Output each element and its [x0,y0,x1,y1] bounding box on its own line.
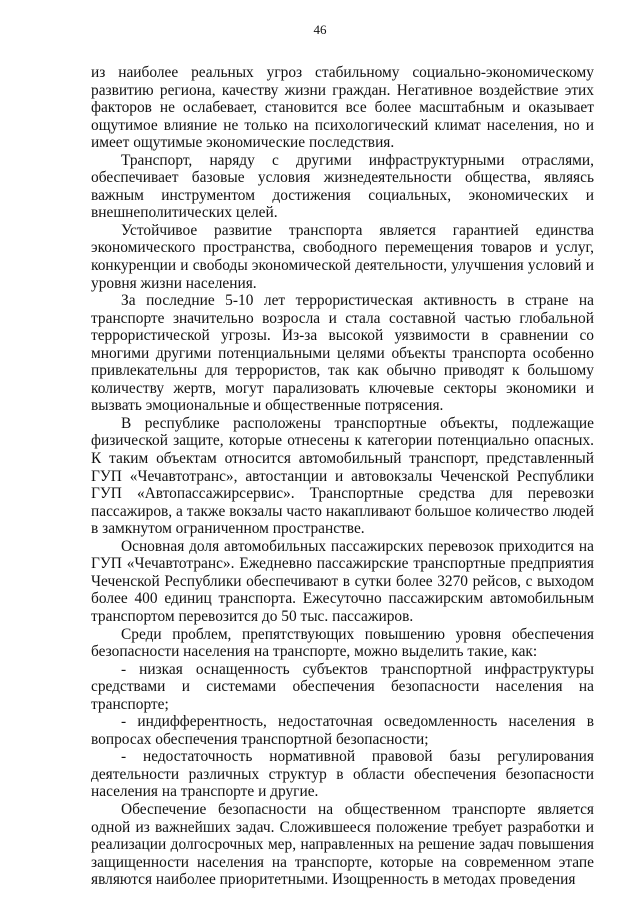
document-body [91,64,594,889]
paragraph-problems-intro: Среди проблем, препятствующих повышению уровня обеспечения безопасности населения на транспорте, можно выделить такие, как: [91,625,594,661]
page-number: 46 [313,22,327,37]
paragraph-public-transport-safety: Обеспечение безопасности на общественном транспорте является одной из важнейших задач. Сложившееся положение требует разработки и реализации долгосрочных мер, направленных на решение задач повышения защищенности населения на транспорте, которые на современном этапе являются наиболее приоритетными. Изощренность в методах проведения [91,800,594,889]
list-item-regulatory-base: - недостаточность нормативной правовой базы регулирования деятельности различных структур в области обеспечения безопасности населения на транспорте и другие. [91,748,594,801]
paragraph-republic-objects: В республике расположены транспортные объекты, подлежащие физической защите, которые отнесены к категории потенциально опасных. К таким объектам относится автомобильный транспорт, представленный ГУП «Чечавтотранс», автостанции и автовокзалы Чеченской Республики ГУП «Автопассажирсервис». Транспортные средства для перевозки пассажиров, а также вокзалы часто накапливают большое количество людей в замкнутом ограниченном пространстве. [91,414,594,538]
list-item-indifference: - индифферентность, недостаточная осведомленность населения в вопросах обеспечения транспортной безопасности; [91,713,594,748]
paragraph-passenger-transport: Основная доля автомобильных пассажирских перевозок приходится на ГУП «Чечавтотранс». Ежедневно пассажирские транспортные предприятия Чеченской Республики обеспечивают в сутки более 3270 рейсов, с выходом более 400 единиц транспорта. Ежесуточно пассажирским автомобильным транспортом перевозится до 50 тыс. пассажиров. [91,537,594,625]
list-item-low-equipment: - низкая оснащенность субъектов транспортной инфраструктуры средствами и системами обеспечения безопасности населения на транспорте; [91,660,594,713]
paragraph-continuation: из наиболее реальных угроз стабильному социально-экономическому развитию региона, качеству жизни граждан. Негативное воздействие этих факторов не ослабевает, становится все более масштабным и оказывает ощутимое влияние не только на психологический климат населения, но и имеет ощутимые экономические последствия. [91,64,594,152]
paragraph-sustainable-development: Устойчивое развитие транспорта является гарантией единства экономического пространства, свободного перемещения товаров и услуг, конкуренции и свободы экономической деятельности, улучшения условий и уровня жизни населения. [91,221,594,292]
paragraph-transport-infrastructure: Транспорт, наряду с другими инфраструктурными отраслями, обеспечивает базовые условия жизнедеятельности общества, являясь важным инструментом достижения социальных, экономических и внешнеполитических целей. [91,151,594,222]
paragraph-terrorist-activity: За последние 5-10 лет террористическая активность в стране на транспорте значительно возросла и стала составной частью глобальной террористической угрозы. Из-за высокой уязвимости в сравнении со многими другими потенциальными целями объекты транспорта особенно привлекательны для террористов, так как обычно приводят к большому количеству жертв, могут парализовать ключевые секторы экономики и вызвать эмоциональные и общественные потрясения. [91,292,594,415]
